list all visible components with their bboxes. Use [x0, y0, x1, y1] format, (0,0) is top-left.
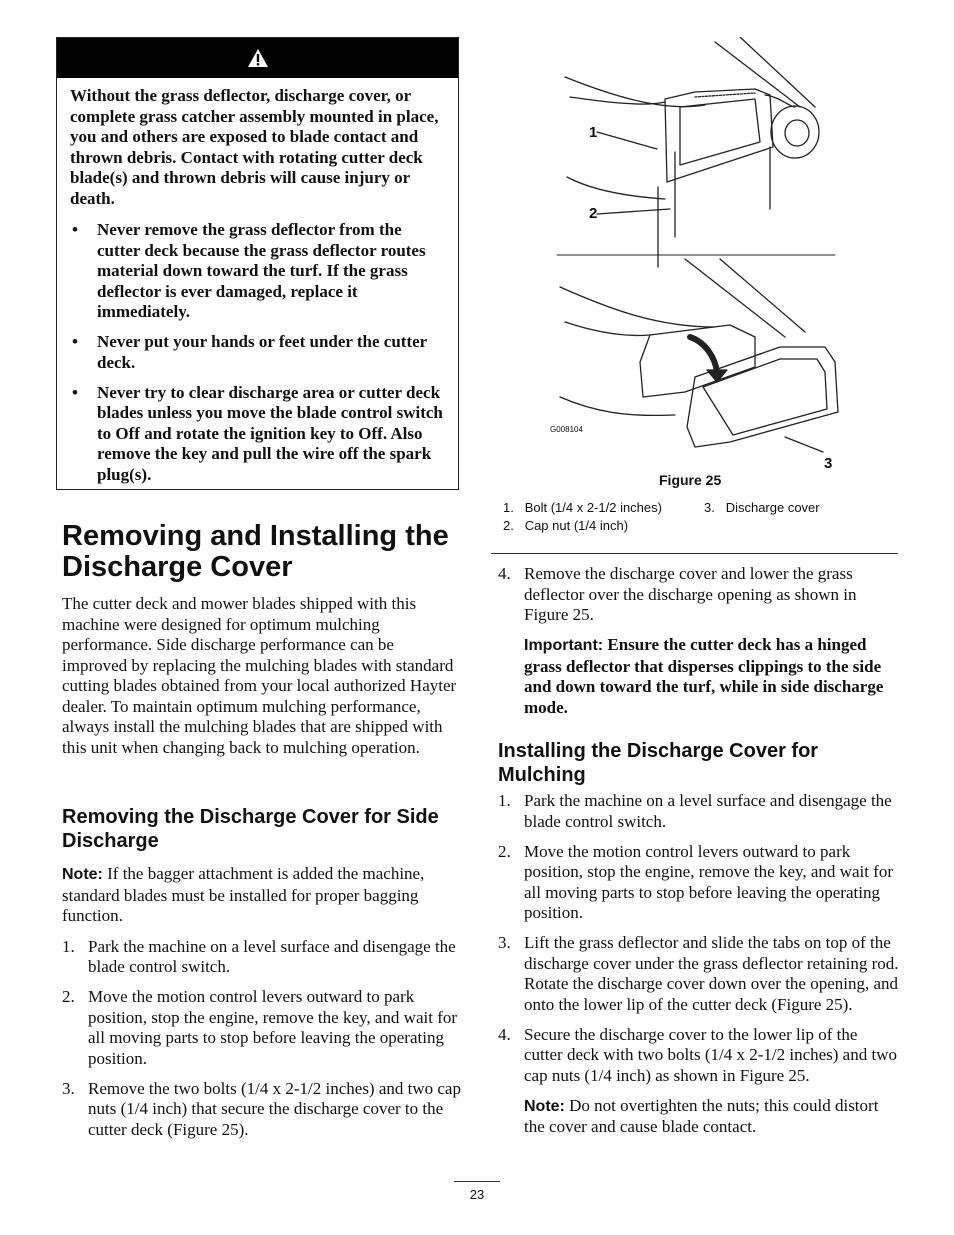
warning-text: [57, 78, 458, 485]
step-item: [498, 791, 900, 832]
warning-bullet-item: [70, 220, 444, 323]
step-item: [498, 842, 900, 924]
section-heading-install: Installing the Discharge Cover for Mulching: [498, 740, 819, 786]
warning-bullet-text: Never remove the grass deflector from the cutter deck because the grass deflector routes material down toward the turf. If the grass deflector is ever damaged, replace it immediately.: [97, 220, 426, 321]
legend-text: Bolt (1/4 x 2-1/2 inches): [524, 500, 662, 515]
note-text: Do not overtighten the nuts; this could distort the cover and cause blade contact.: [524, 1095, 879, 1136]
callout-leader-3: [785, 437, 823, 452]
warning-bullet-item: [70, 332, 444, 373]
legend-number: 1.: [503, 500, 514, 515]
warning-bullet-text: Never try to clear discharge area or cutter deck blades unless you move the blade control switch to Off and rotate the ignition key to Off. Also remove the key and pull the wire off the spark plug(s).: [97, 382, 443, 484]
frame-line-2: [740, 37, 815, 107]
page-number: 23: [454, 1181, 500, 1202]
step-number: 2.: [62, 987, 75, 1006]
step-number: 3.: [62, 1078, 75, 1098]
legend-number: 3.: [704, 500, 715, 515]
step-text: Park the machine on a level surface and disengage the blade control switch.: [524, 791, 892, 831]
important-note: [498, 635, 900, 718]
step-item: [62, 987, 462, 1069]
deck-bottom-lip: [565, 322, 650, 335]
intro-text: The cutter deck and mower blades shipped with this machine were designed for optimum mulching performance. Side discharge performance can be improved by replacing the mulching blades with standard cutting blades obtained from your local authorized Hayter dealer. To maintain optimum mulching performance, always install the mulching blades that are shipped with this unit when changing back to mulching operation.: [62, 594, 457, 757]
step-text: Park the machine on a level surface and disengage the blade control switch.: [88, 936, 456, 976]
install-steps-list: [498, 791, 900, 1086]
step-item: [498, 1025, 900, 1087]
legend-number: 2.: [503, 518, 514, 533]
callout-3: 3: [824, 455, 833, 472]
step-text: Lift the grass deflector and slide the tabs on top of the discharge cover under the grass deflector retaining rod. Rotate the discharge cover down over the opening, and onto the lower lip of the cutter deck (Figure 25).: [524, 933, 899, 1014]
step-text: Move the motion control levers outward to park position, stop the engine, remove the key, and wait for all moving parts to stop before leaving the operating position.: [524, 841, 894, 922]
callout-1: 1: [589, 124, 598, 141]
warning-triangle-icon: [247, 48, 269, 68]
step-number: 4.: [498, 564, 511, 583]
warning-box: [56, 37, 459, 490]
frame-line-1: [715, 42, 800, 107]
step-number: 3.: [498, 933, 511, 952]
figure-code: G008104: [550, 425, 583, 434]
arrow-swoop: [690, 337, 717, 372]
note-label: Note:: [62, 866, 103, 883]
figure-legend-item-1: [503, 499, 662, 517]
warning-intro: Without the grass deflector, discharge cover, or complete grass catcher assembly mounted in place, you and others are exposed to blade contact and thrown debris. Contact with rotating cutter deck blade(s) and thrown debris will cause injury or death.: [70, 86, 439, 208]
step-number: 1.: [62, 936, 75, 956]
wheel-outer: [771, 106, 819, 158]
warning-bullet-item: [70, 383, 444, 486]
step-number: 1.: [498, 791, 511, 810]
callout-leader-2: [597, 209, 670, 214]
wheel-inner: [785, 120, 809, 146]
important-text: Ensure the cutter deck has a hinged grass deflector that disperses clippings to the side and down toward the turf, while in side discharge mode.: [524, 635, 884, 717]
bullet-glyph: •: [72, 382, 78, 402]
figure-25-illustration: [555, 37, 845, 457]
step-item: [62, 937, 462, 978]
step-item: [498, 564, 900, 626]
remove-section-body: [62, 864, 462, 1150]
step-item: [498, 933, 900, 1015]
bullet-glyph: •: [72, 332, 78, 351]
remove-note: [62, 864, 462, 927]
remove-section-continued: [498, 564, 900, 718]
important-label: Important:: [524, 637, 604, 654]
arrow-head: [707, 370, 727, 382]
rod: [695, 93, 755, 97]
step-text: Remove the two bolts (1/4 x 2-1/2 inches) and two cap nuts (1/4 inch) that secure the discharge cover to the cutter deck (Figure 25).: [88, 1078, 461, 1139]
figure-caption: Figure 25: [659, 472, 722, 488]
warning-bullet-text: Never put your hands or feet under the cutter deck.: [97, 332, 427, 372]
step-number: 2.: [498, 841, 511, 861]
remove-steps-list-continued: [498, 564, 900, 626]
warning-header-bar: [57, 38, 458, 78]
callout-leader-1: [597, 132, 657, 149]
figure-bottom-rule: [491, 553, 898, 554]
legend-text: Cap nut (1/4 inch): [524, 518, 629, 533]
intro-paragraph: [62, 594, 462, 758]
step-number: 4.: [498, 1024, 511, 1044]
deck-top-body: [567, 177, 665, 199]
opening-outline: [640, 325, 755, 397]
install-section-body: [498, 791, 900, 1138]
install-note: [498, 1096, 900, 1138]
bullet-glyph: •: [72, 220, 78, 239]
legend-text: Discharge cover: [725, 500, 820, 515]
deck-top-upper: [565, 77, 705, 107]
frame-line-3: [685, 259, 785, 337]
step-text: Move the motion control levers outward to park position, stop the engine, remove the key, and wait for all moving parts to stop before leaving the operating position.: [88, 987, 458, 1068]
step-item: [62, 1079, 462, 1141]
note-label: Note:: [524, 1097, 565, 1115]
callout-2: 2: [589, 205, 598, 222]
main-heading: Removing and Installing the Discharge Cover: [62, 520, 449, 583]
step-text: Secure the discharge cover to the lower lip of the cutter deck with two bolts (1/4 x 2-1/2 inches) and two cap nuts (1/4 inch) as shown in Figure 25.: [524, 1024, 897, 1085]
warning-bullets: [70, 220, 444, 485]
figure-legend-item-2: [503, 517, 628, 535]
deck-bottom-body: [560, 397, 675, 415]
remove-steps-list: [62, 937, 462, 1141]
figure-legend-item-3: [704, 499, 820, 517]
step-text: Remove the discharge cover and lower the grass deflector over the discharge opening as shown in Figure 25.: [524, 564, 857, 624]
section-heading-remove: Removing the Discharge Cover for Side Discharge: [62, 806, 439, 852]
deck-bottom-upper: [560, 287, 715, 327]
note-text: If the bagger attachment is added the machine, standard blades must be installed for proper bagging function.: [62, 864, 425, 925]
